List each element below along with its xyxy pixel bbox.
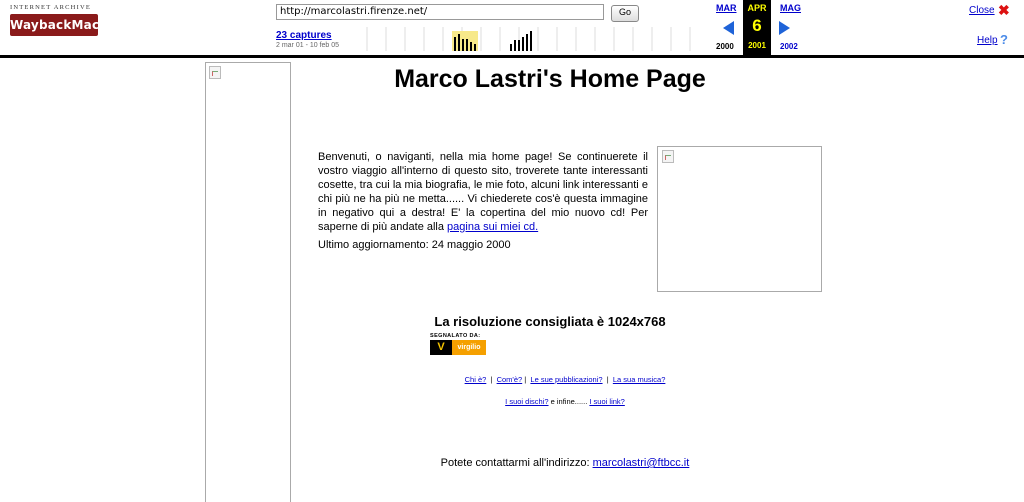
help-link[interactable]: Help xyxy=(977,35,998,46)
help-icon[interactable]: ? xyxy=(1000,32,1008,47)
badge-name: virgilio xyxy=(452,340,486,355)
prev-year[interactable]: 2000 xyxy=(716,42,734,51)
broken-image-icon xyxy=(662,150,674,163)
logo-wayback-machine: WaybackMachine xyxy=(10,14,98,36)
close-link[interactable]: Close xyxy=(969,5,995,16)
next-capture-arrow-icon[interactable] xyxy=(779,21,790,35)
cd-page-link[interactable]: pagina sui miei cd. xyxy=(447,221,539,233)
wayback-toolbar xyxy=(0,0,1024,58)
badge-label: SEGNALATO DA: xyxy=(430,333,481,339)
previous-capture-arrow-icon[interactable] xyxy=(723,21,734,35)
prev-month-link[interactable]: MAR xyxy=(716,3,737,13)
current-capture-date xyxy=(743,0,771,55)
next-year[interactable]: 2002 xyxy=(780,42,798,51)
current-month: APR xyxy=(747,3,767,13)
contact-line xyxy=(300,457,830,469)
cd-cover-image xyxy=(657,146,822,292)
next-month-link[interactable]: MAG xyxy=(780,3,801,13)
link-musica[interactable]: La sua musica? xyxy=(612,375,666,384)
link-chi[interactable]: Chi è? xyxy=(464,375,487,384)
intro-paragraph xyxy=(318,150,648,234)
captures-link[interactable]: 23 captures xyxy=(276,30,332,41)
close-icon[interactable]: ✖ xyxy=(998,2,1010,18)
go-button[interactable]: Go xyxy=(611,5,639,22)
contact-text: Potete contattarmi all'indirizzo: xyxy=(440,457,593,469)
last-updated: Ultimo aggiornamento: 24 maggio 2000 xyxy=(318,239,511,251)
broken-image-icon xyxy=(209,66,221,79)
current-year: 2001 xyxy=(748,41,766,50)
intro-text: Benvenuti, o naviganti, nella mia home page! Se continuerete il vostro viaggio all'interno di questo sito, troverete tante interessanti cosette, tra cui la mia biografia, le mie foto, alcuni link interessanti e chi più ne ha più ne metta...... Vi chiederete cos'è questa immagine in negativo qui a destra! E' la copertina del mio nuovo cd! Per saperne di più andate alla xyxy=(318,151,648,233)
captures-range: 2 mar 01 - 10 feb 05 xyxy=(276,42,340,49)
wayback-logo[interactable] xyxy=(10,4,130,38)
contact-email-link[interactable]: marcolastri@ftbcc.it xyxy=(592,457,690,469)
page-title: Marco Lastri's Home Page xyxy=(394,65,706,93)
url-input[interactable]: http://marcolastri.firenze.net/ xyxy=(276,4,604,20)
link-link[interactable]: I suoi link? xyxy=(589,397,625,406)
current-day: 6 xyxy=(752,16,762,35)
link-dischi[interactable]: I suoi dischi? xyxy=(505,397,549,406)
capture-sparkline[interactable] xyxy=(352,25,706,51)
virgilio-logo-icon: V xyxy=(430,340,452,355)
link-come[interactable]: Com'è? xyxy=(496,375,523,384)
resolution-note: La risoluzione consigliata è 1024x768 xyxy=(434,314,666,329)
logo-internet-archive: INTERNET ARCHIVE xyxy=(10,4,92,11)
virgilio-badge[interactable] xyxy=(430,333,490,357)
link-pubblicazioni[interactable]: Le sue pubblicazioni? xyxy=(530,375,603,384)
sidebar-frame xyxy=(205,62,291,502)
e-infine-text: e infine...... xyxy=(548,397,590,406)
nav-links-row-2 xyxy=(300,397,830,406)
nav-links-row-1: Chi è? | Com'è? | Le sue pubblicazioni? | La sua musica? xyxy=(464,375,666,384)
